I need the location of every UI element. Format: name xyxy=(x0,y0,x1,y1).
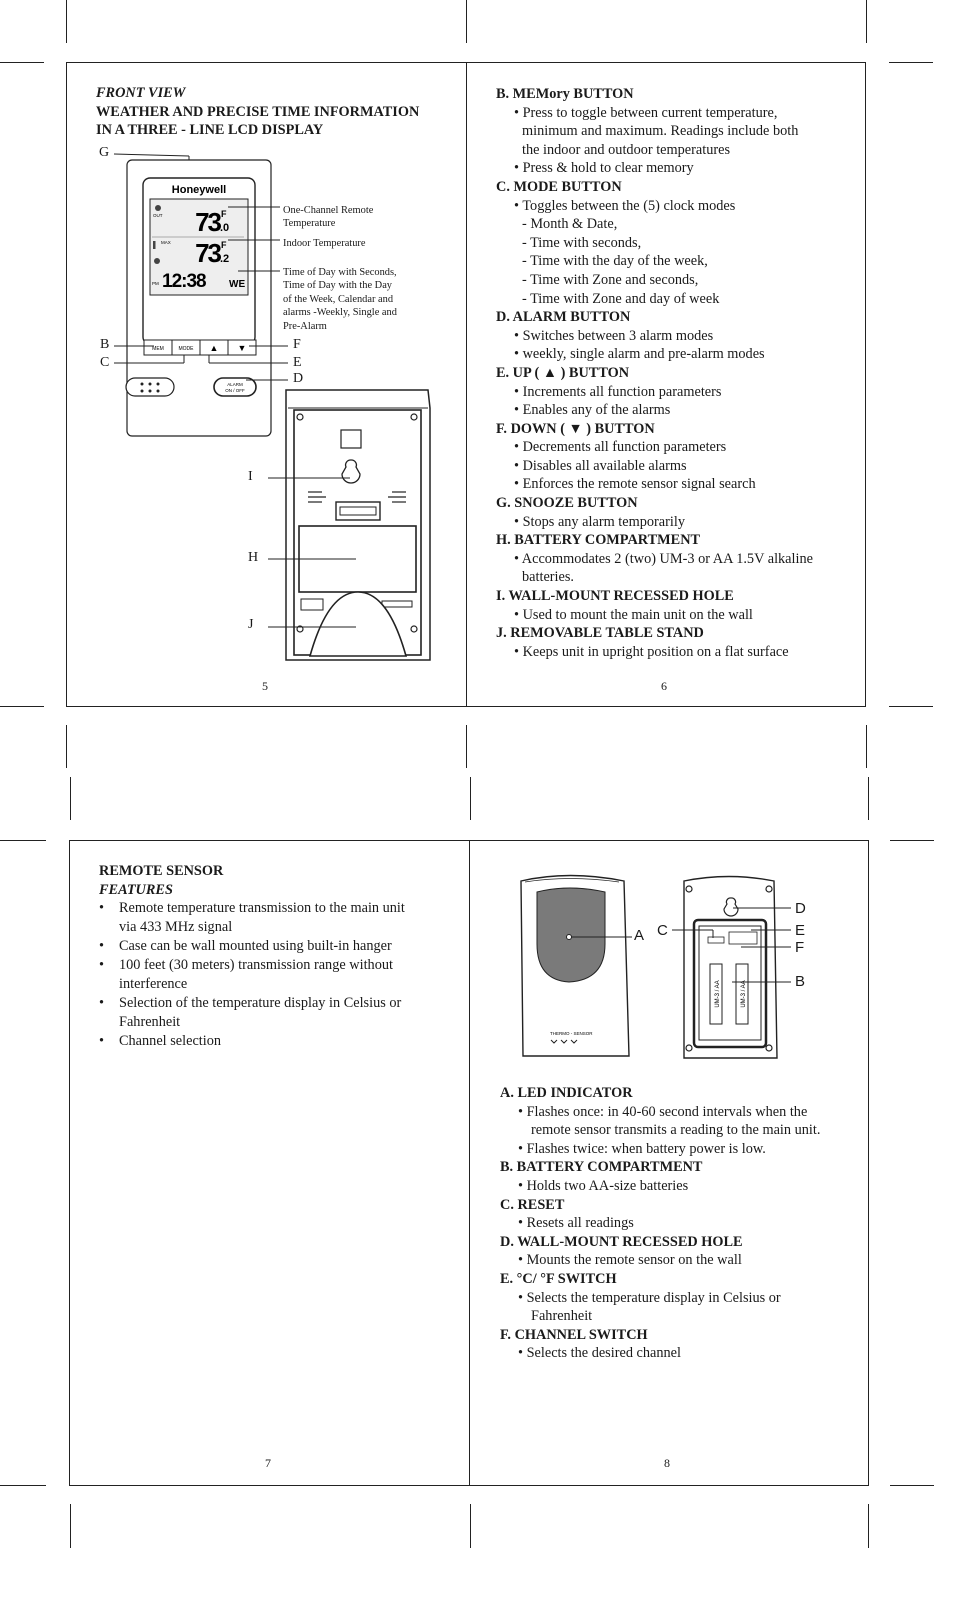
lcd-pm: PM xyxy=(152,281,159,286)
feature-text: 100 feet (30 meters) transmission range without xyxy=(119,957,393,974)
section-bullet: batteries. xyxy=(522,569,575,586)
label-d: D xyxy=(293,371,304,386)
label-e: E xyxy=(293,355,302,370)
label-a: A xyxy=(634,927,645,944)
callout-remote-line1: One-Channel Remote xyxy=(283,205,374,216)
crop-mark xyxy=(890,840,934,841)
page6-content xyxy=(496,85,856,661)
leader-line-g xyxy=(114,154,189,156)
rear-slot xyxy=(341,430,361,448)
remote-sensor-title: REMOTE SENSOR xyxy=(99,863,224,879)
section-bullet: - Time with Zone and day of week xyxy=(522,290,720,307)
bullet-dot: • xyxy=(99,995,105,1012)
reset-button xyxy=(708,937,724,943)
antenna-icon xyxy=(155,205,161,211)
bullet-dot: • xyxy=(99,957,105,974)
section-heading-d: D. ALARM BUTTON xyxy=(496,309,631,326)
snooze-dot xyxy=(157,390,160,393)
up-arrow-icon: ▲ xyxy=(209,343,219,353)
section-bullet: • Used to mount the main unit on the wall xyxy=(514,606,753,623)
lcd-indoor-temp: 73 xyxy=(195,238,220,268)
feature-text: via 433 MHz signal xyxy=(119,919,233,936)
section-heading-c: C. RESET xyxy=(500,1196,565,1213)
section-bullet: • Disables all available alarms xyxy=(514,457,687,474)
section-heading-d: D. WALL-MOUNT RECESSED HOLE xyxy=(500,1233,743,1250)
alarm-button-label-1: ALARM xyxy=(227,382,243,387)
screw-icon xyxy=(766,886,772,892)
alarm-on-off-button[interactable] xyxy=(214,378,256,396)
callout-remote-temp xyxy=(283,204,373,231)
crop-mark xyxy=(466,725,467,768)
label-j: J xyxy=(248,617,254,632)
section-bullet: - Time with the day of the week, xyxy=(522,253,708,270)
feature-text: Fahrenheit xyxy=(119,1014,181,1031)
section-bullet: • Press & hold to clear memory xyxy=(514,160,694,177)
crop-mark xyxy=(889,706,933,707)
screw-icon xyxy=(297,414,303,420)
section-bullet: - Month & Date, xyxy=(522,216,618,233)
rear-label-box xyxy=(301,599,323,610)
section-heading-g: G. SNOOZE BUTTON xyxy=(496,495,638,512)
callout-time-line: alarms -Weekly, Single and xyxy=(283,307,397,319)
battery-label: UM-3 / AA xyxy=(741,980,747,1008)
sensor-brand-text: THERMO - SENSOR xyxy=(550,1031,593,1036)
section-bullet: • Switches between 3 alarm modes xyxy=(514,327,714,344)
sensor-wall-mount-hole-icon xyxy=(724,898,738,916)
feature-item xyxy=(99,994,459,1032)
lcd-weekday: WE xyxy=(229,279,246,290)
snooze-dot xyxy=(149,390,152,393)
page-number-8: 8 xyxy=(664,1456,670,1470)
led-indicator-icon xyxy=(567,935,572,940)
section-heading-b: B. BATTERY COMPARTMENT xyxy=(500,1159,703,1176)
section-bullet: • weekly, single alarm and pre-alarm modes xyxy=(514,346,765,363)
crop-mark xyxy=(70,1504,71,1548)
page-number-7: 7 xyxy=(265,1456,271,1470)
lcd-time: 12:38 xyxy=(162,271,206,292)
callout-time-of-day xyxy=(283,266,397,333)
section-heading-e: E. UP ( ▲ ) BUTTON xyxy=(496,364,630,381)
snooze-dot xyxy=(141,390,144,393)
crop-mark xyxy=(868,1504,869,1548)
front-view-title: FRONT VIEW xyxy=(96,85,186,101)
front-view-heading xyxy=(96,84,456,140)
label-c: C xyxy=(100,355,110,370)
section-bullet: • Decrements all function parameters xyxy=(514,439,727,456)
callout-indoor-temp: Indoor Temperature xyxy=(283,238,366,249)
switch-block xyxy=(729,932,757,944)
section-bullet: Fahrenheit xyxy=(531,1308,593,1325)
crop-mark xyxy=(868,777,869,820)
feature-text: Channel selection xyxy=(119,1033,222,1050)
section-bullet: • Keeps unit in upright position on a flat surface xyxy=(514,643,789,660)
feature-item xyxy=(99,1032,459,1051)
page-number-5: 5 xyxy=(262,679,268,693)
section-heading-h: H. BATTERY COMPARTMENT xyxy=(496,532,701,549)
crop-mark xyxy=(0,706,44,707)
snooze-dot xyxy=(141,383,144,386)
screw-icon xyxy=(686,1045,692,1051)
crop-mark xyxy=(866,725,867,768)
alarm-button-label-2: ON / OFF xyxy=(225,388,245,393)
bullet-dot: • xyxy=(99,900,105,917)
section-bullet: the indoor and outdoor temperatures xyxy=(522,141,731,158)
callout-time-line: Time of Day with the Day xyxy=(283,280,392,292)
section-bullet: • Flashes once: in 40-60 second intervals when the xyxy=(518,1103,808,1120)
screw-icon xyxy=(766,1045,772,1051)
lcd-max-label: MAX xyxy=(161,240,171,245)
lcd-title-line1: WEATHER AND PRECISE TIME INFORMATION xyxy=(96,103,420,120)
section-heading-e: E. °C/ °F SWITCH xyxy=(500,1270,617,1287)
section-bullet: • Enforces the remote sensor signal search xyxy=(514,476,756,493)
label-b: B xyxy=(100,337,110,352)
crop-mark xyxy=(470,1504,471,1548)
lcd-unit-1: F xyxy=(221,209,227,219)
thermometer-icon xyxy=(153,241,156,249)
page-number-6: 6 xyxy=(661,679,667,693)
rear-label-box xyxy=(382,601,412,607)
section-heading-c: C. MODE BUTTON xyxy=(496,178,622,195)
section-bullet: • Accommodates 2 (two) UM-3 or AA 1.5V alkaline xyxy=(514,550,813,567)
section-heading-j: J. REMOVABLE TABLE STAND xyxy=(496,625,704,642)
feature-text: Remote temperature transmission to the main unit xyxy=(119,900,405,917)
section-bullet: minimum and maximum. Readings include both xyxy=(522,123,799,140)
section-bullet: • Increments all function parameters xyxy=(514,383,722,400)
snooze-dot xyxy=(149,383,152,386)
crop-mark xyxy=(0,1485,46,1486)
crop-mark xyxy=(890,1485,934,1486)
label-b-sensor: B xyxy=(795,973,806,990)
callout-time-line: of the Week, Calendar and xyxy=(283,293,394,305)
screw-icon xyxy=(411,414,417,420)
crop-mark xyxy=(66,0,67,43)
lcd-unit-2: F xyxy=(221,240,227,250)
section-bullet: • Selects the desired channel xyxy=(518,1345,682,1362)
mem-button-label: MEM xyxy=(152,346,164,352)
section-heading-i: I. WALL-MOUNT RECESSED HOLE xyxy=(496,588,734,605)
alarm-bell-icon xyxy=(154,258,160,264)
lcd-out-label: OUT xyxy=(153,213,163,218)
lcd-indoor-temp-decimal: .2 xyxy=(220,253,230,265)
section-bullet: • Selects the temperature display in Celsius or xyxy=(518,1289,781,1306)
feature-item xyxy=(99,899,459,937)
section-bullet: • Holds two AA-size batteries xyxy=(518,1177,689,1194)
features-subtitle: FEATURES xyxy=(99,881,173,898)
battery-latch-grip xyxy=(340,507,376,515)
lcd-remote-temp: 73 xyxy=(195,207,220,237)
feature-text: Selection of the temperature display in Celsius or xyxy=(119,995,402,1012)
features-list xyxy=(99,899,459,1051)
feature-text: interference xyxy=(119,976,188,993)
section-bullet: remote sensor transmits a reading to the main unit. xyxy=(531,1122,821,1139)
crop-mark xyxy=(66,725,67,768)
section-bullet: • Enables any of the alarms xyxy=(514,402,671,419)
section-bullet: • Resets all readings xyxy=(518,1215,634,1232)
lcd-title-line2: IN A THREE - LINE LCD DISPLAY xyxy=(96,122,324,139)
section-bullet: - Time with seconds, xyxy=(522,234,642,251)
label-f-sensor: F xyxy=(795,939,805,956)
down-arrow-icon: ▼ xyxy=(237,343,247,353)
section-bullet: • Press to toggle between current temperature, xyxy=(514,104,778,121)
crop-mark xyxy=(466,0,467,43)
label-h: H xyxy=(248,550,259,565)
callout-remote-line2: Temperature xyxy=(283,218,336,230)
remote-sensor-diagram xyxy=(469,860,867,1070)
feature-item xyxy=(99,937,459,956)
crop-mark xyxy=(0,62,44,63)
front-view-diagram xyxy=(66,140,466,700)
snooze-button[interactable] xyxy=(126,378,174,396)
crop-mark xyxy=(889,62,933,63)
bullet-dot: • xyxy=(99,938,105,955)
section-bullet: • Toggles between the (5) clock modes xyxy=(514,197,736,214)
label-e-sensor: E xyxy=(795,922,806,939)
crop-mark xyxy=(866,0,867,43)
section-heading-a: A. LED INDICATOR xyxy=(500,1085,633,1101)
section-heading-b: B. MEMory BUTTON xyxy=(496,86,634,102)
feature-item xyxy=(99,956,459,994)
crop-mark xyxy=(0,840,46,841)
crop-mark xyxy=(70,777,71,820)
section-bullet: • Flashes twice: when battery power is low. xyxy=(518,1140,766,1157)
crop-mark xyxy=(470,777,471,820)
section-heading-f: F. DOWN ( ▼ ) BUTTON xyxy=(496,420,655,437)
label-c-sensor: C xyxy=(657,922,668,939)
section-heading-f: F. CHANNEL SWITCH xyxy=(500,1326,648,1343)
bullet-dot: • xyxy=(99,1033,105,1050)
callout-time-line: Time of Day with Seconds, xyxy=(283,267,397,278)
section-bullet: • Mounts the remote sensor on the wall xyxy=(518,1252,742,1269)
section-bullet: • Stops any alarm temporarily xyxy=(514,513,685,530)
section-bullet: - Time with Zone and seconds, xyxy=(522,271,699,288)
label-d-sensor: D xyxy=(795,900,806,917)
mode-button-label: MODE xyxy=(178,346,194,352)
page8-content xyxy=(500,1084,860,1363)
screw-icon xyxy=(686,886,692,892)
callout-time-line: Pre-Alarm xyxy=(283,320,327,332)
label-g: G xyxy=(99,145,110,160)
battery-label: UM-3 / AA xyxy=(715,980,721,1008)
snooze-dot xyxy=(157,383,160,386)
page7-content xyxy=(99,862,459,1051)
brand-logo: Honeywell xyxy=(171,184,227,196)
label-f: F xyxy=(293,337,301,352)
feature-text: Case can be wall mounted using built-in hanger xyxy=(119,938,392,955)
lcd-remote-temp-decimal: .0 xyxy=(220,222,230,234)
label-i: I xyxy=(248,469,253,484)
screw-icon xyxy=(411,626,417,632)
